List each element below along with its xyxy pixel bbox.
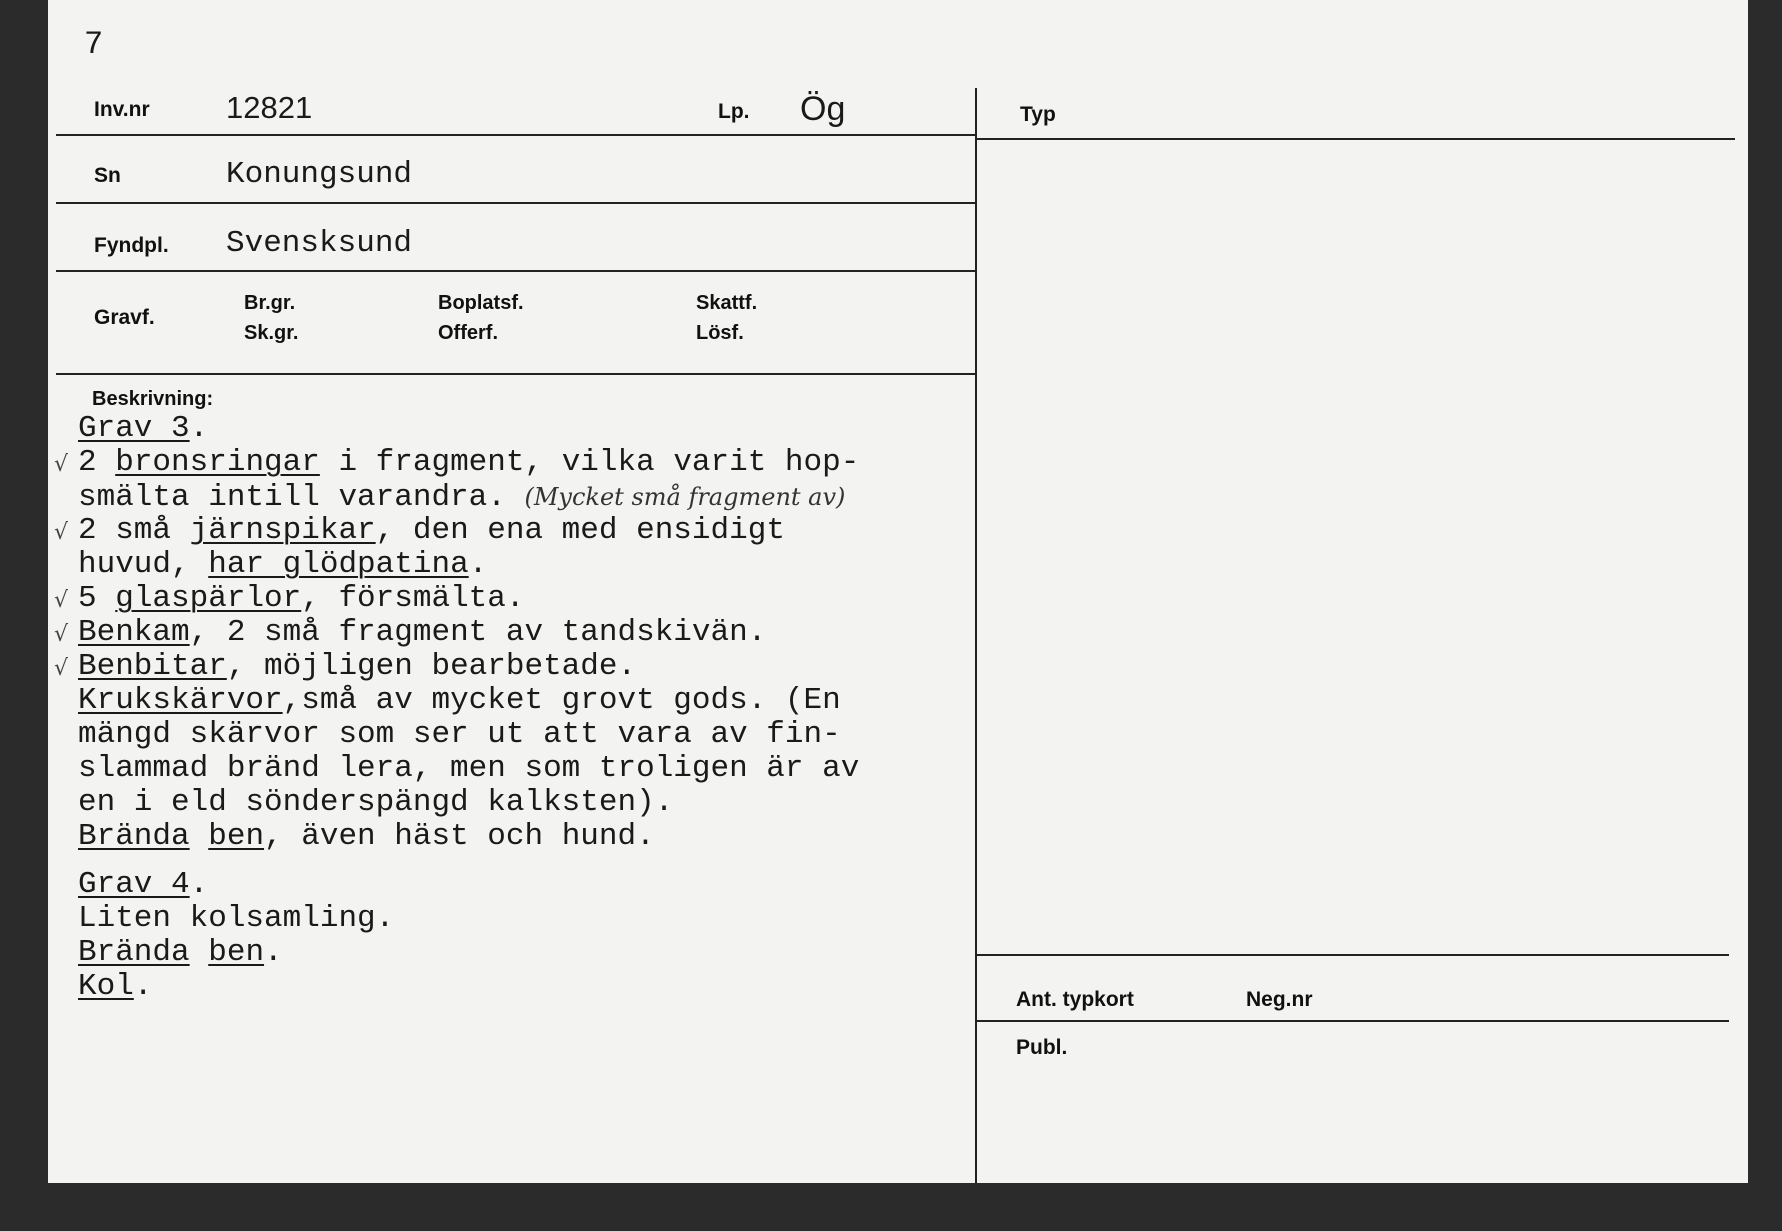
list-item: √ 5 glaspärlor, försmälta. bbox=[54, 581, 525, 616]
list-item: √ Benkam, 2 små fragment av tandskivän. bbox=[54, 615, 767, 650]
fyndpl-label: Fyndpl. bbox=[94, 234, 169, 257]
fyndpl-value: Svensksund bbox=[226, 226, 413, 261]
boplatsf-label: Boplatsf. bbox=[438, 292, 524, 314]
check-mark-icon: √ bbox=[54, 656, 69, 681]
gravf-label: Gravf. bbox=[94, 306, 155, 329]
losf-label: Lösf. bbox=[696, 322, 744, 344]
handwritten-note: (Mycket små fragment av) bbox=[524, 483, 846, 511]
list-item: Brända ben, även häst och hund. bbox=[78, 819, 655, 854]
rule-gravf bbox=[56, 373, 975, 375]
rule-ant-typkort-top bbox=[977, 954, 1729, 956]
publ-label: Publ. bbox=[1016, 1036, 1068, 1059]
list-item-cont: mängd skärvor som ser ut att vara av fin- bbox=[78, 717, 841, 752]
rule-fyndpl bbox=[56, 270, 975, 272]
list-item: Krukskärvor,små av mycket grovt gods. (En bbox=[78, 683, 841, 718]
list-item: Brända ben. bbox=[78, 935, 283, 970]
list-item: Liten kolsamling. bbox=[78, 901, 395, 936]
sn-label: Sn bbox=[94, 164, 121, 187]
ant-typkort-label: Ant. typkort bbox=[1016, 988, 1134, 1011]
catalog-card bbox=[48, 0, 1748, 1183]
description-text bbox=[54, 411, 1018, 1004]
grav3-heading: Grav 3. bbox=[78, 411, 209, 446]
list-item: √ Benbitar, möjligen bearbetade. bbox=[54, 649, 637, 684]
neg-nr-label: Neg.nr bbox=[1246, 988, 1313, 1011]
card-number: 7 bbox=[84, 26, 104, 63]
grav4-heading: Grav 4. bbox=[78, 867, 209, 902]
rule-sn bbox=[56, 202, 975, 204]
rule-typ bbox=[977, 138, 1735, 140]
rule-inv bbox=[56, 134, 975, 136]
list-item: Kol. bbox=[78, 969, 153, 1004]
lp-label: Lp. bbox=[718, 100, 750, 123]
sn-value: Konungsund bbox=[226, 157, 413, 192]
list-item: smälta intill varandra. (Mycket små fragment av) bbox=[78, 480, 846, 515]
check-mark-icon: √ bbox=[54, 520, 69, 545]
list-item: huvud, har glödpatina. bbox=[78, 547, 488, 582]
list-item-cont: en i eld sönderspängd kalksten). bbox=[78, 785, 674, 820]
rule-ant-typkort-bottom bbox=[977, 1020, 1729, 1022]
lp-value: Ög bbox=[800, 90, 846, 128]
offerf-label: Offerf. bbox=[438, 322, 498, 344]
typ-label: Typ bbox=[1020, 103, 1056, 126]
brgr-label: Br.gr. bbox=[244, 292, 296, 314]
skattf-label: Skattf. bbox=[696, 292, 758, 314]
beskrivning-label: Beskrivning: bbox=[92, 388, 214, 410]
check-mark-icon: √ bbox=[54, 588, 69, 613]
inv-nr-value: 12821 bbox=[226, 90, 313, 125]
list-item-cont: slammad bränd lera, men som troligen är av bbox=[78, 751, 860, 786]
list-item: √ 2 bronsringar i fragment, vilka varit hop- bbox=[54, 445, 860, 480]
check-mark-icon: √ bbox=[54, 622, 69, 647]
inv-nr-label: Inv.nr bbox=[94, 98, 150, 121]
check-mark-icon: √ bbox=[54, 452, 69, 477]
list-item: √ 2 små järnspikar, den ena med ensidigt bbox=[54, 513, 785, 548]
skgr-label: Sk.gr. bbox=[244, 322, 299, 344]
